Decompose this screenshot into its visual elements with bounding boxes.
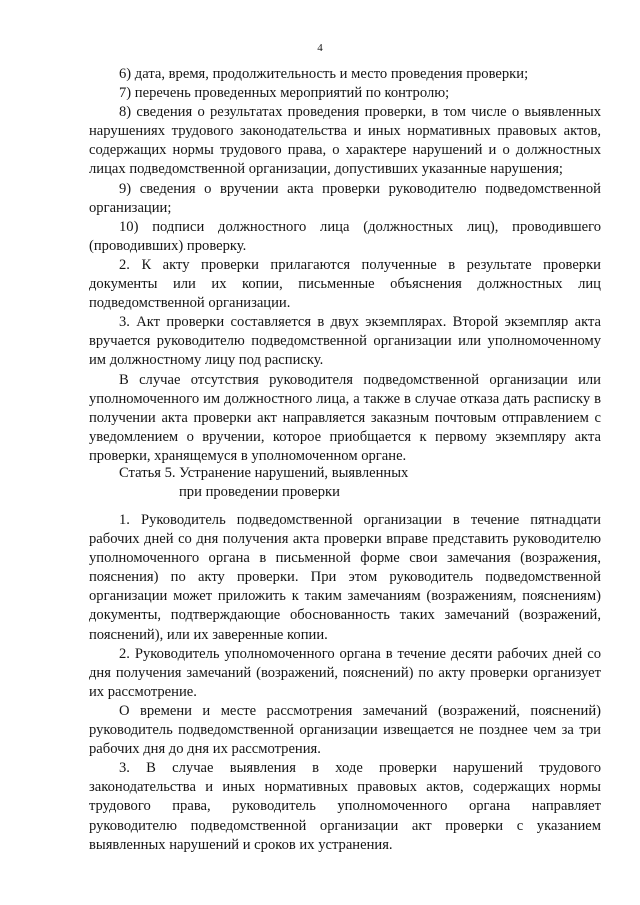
- paragraph-absence-case: В случае отсутствия руководителя подведомственной организации или уполномоченного им должностного лица, а также в случае отказа дать расписку в получении акта проверки акт направляется заказным почтовым отправлением с уведомлением о вручении, которое приобщается к первому экземпляру акта проверки, хранящемуся в уполномоченном органе.: [89, 371, 601, 464]
- text-block-upper: [89, 65, 601, 466]
- paragraph-item-10: 10) подписи должностного лица (должностных лиц), проводившего (проводивших) проверку.: [89, 218, 601, 254]
- paragraph-item-9: 9) сведения о вручении акта проверки руководителю подведомственной организации;: [89, 180, 601, 216]
- paragraph-notice: О времени и месте рассмотрения замечаний (возражений, пояснений) руководитель подведомственной организации извещается не позднее чем за три рабочих дня до дня их рассмотрения.: [89, 702, 601, 758]
- paragraph-clause-3: 3. Акт проверки составляется в двух экземплярах. Второй экземпляр акта вручается руководителю подведомственной организации или уполномоченному им должностному лицу под расписку.: [89, 314, 601, 369]
- paragraph-article5-clause-3: 3. В случае выявления в ходе проверки нарушений трудового законодательства и иных нормативных правовых актов, содержащих нормы трудового права, руководитель уполномоченного органа направляет руководителю подведомственной организации акт проверки с указанием выявленных нарушений и сроков их устранения.: [89, 760, 601, 853]
- article-heading: [119, 464, 539, 502]
- paragraph-article5-clause-1: 1. Руководитель подведомственной организации в течение пятнадцати рабочих дней со дня получения акта проверки вправе представить руководителю уполномоченного органа в письменной форме свои замечания (возражения, пояснения) по акту проверки. При этом руководитель подведомственной организации может приложить к таким замечаниям (возражениям, пояснениям) документы, подтверждающие обоснованность таких замечаний (возражений, пояснений), или их заверенные копии.: [89, 512, 601, 643]
- text-block-article5: [89, 511, 601, 855]
- paragraph-item-6: 6) дата, время, продолжительность и место проведения проверки;: [119, 66, 529, 82]
- paragraph-clause-2: 2. К акту проверки прилагаются полученные в результате проверки документы или их копии, письменные объяснения должностных лиц подведомственной организации.: [89, 256, 601, 312]
- article-heading-line2: при проведении проверки: [179, 484, 340, 501]
- article-heading-line1: Статья 5. Устранение нарушений, выявленных: [119, 465, 409, 481]
- paragraph-article5-clause-2: 2. Руководитель уполномоченного органа в течение десяти рабочих дней со дня получения замечаний (возражений, пояснений) по акту проверки организует их рассмотрение.: [89, 645, 601, 700]
- page-number: 4: [317, 42, 323, 54]
- paragraph-item-7: 7) перечень проведенных мероприятий по контролю;: [119, 85, 450, 102]
- paragraph-item-8: 8) сведения о результатах проведения проверки, в том числе о выявленных нарушениях трудового законодательства и иных нормативных правовых актов, содержащих нормы трудового права, о характере нарушений и о должностных лицах подведомственной организации, допустивших указанные нарушения;: [89, 104, 601, 178]
